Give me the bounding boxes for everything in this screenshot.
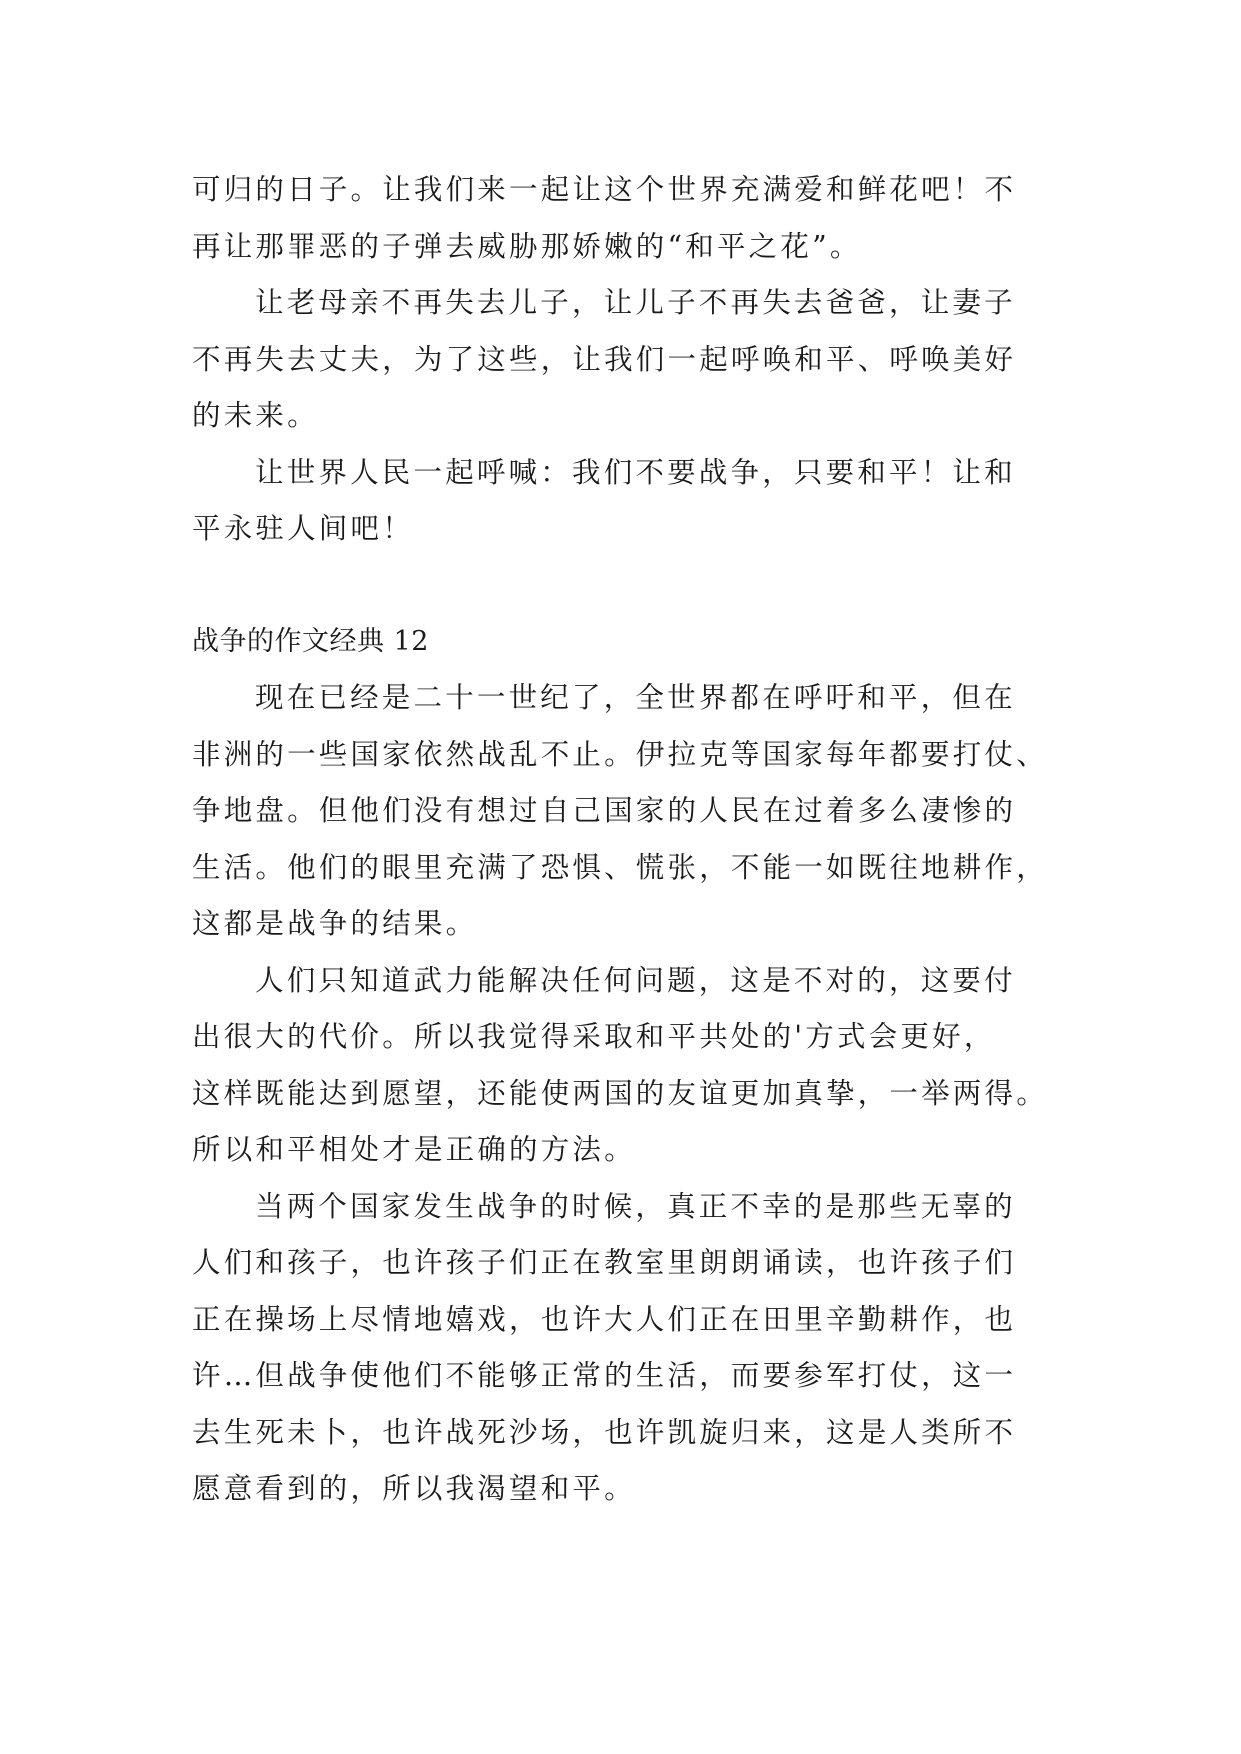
text-line: 可归的日子。让我们来一起让这个世界充满爱和鲜花吧！不 — [192, 173, 1017, 206]
paragraph — [192, 670, 1052, 953]
paragraph — [192, 1179, 1052, 1518]
paragraph — [192, 445, 1052, 558]
essay-continuation — [192, 162, 1052, 558]
document-body — [192, 162, 1052, 1518]
text-line: 不再失去丈夫，为了这些，让我们一起呼唤和平、呼唤美好 — [192, 342, 1017, 376]
text-line: 人们和孩子，也许孩子们正在教室里朗朗诵读，也许孩子们 — [192, 1246, 1017, 1279]
text-line: 愿意看到的，所以我渴望和平。 — [192, 1472, 636, 1505]
paragraph — [192, 275, 1052, 445]
text-line: 让老母亲不再失去儿子，让儿子不再失去爸爸，让妻子 — [255, 286, 1016, 319]
essay-body — [192, 670, 1052, 1518]
text-line: 的未来。 — [192, 399, 319, 432]
text-line: 人们只知道武力能解决任何问题，这是不对的，这要付 — [255, 963, 1016, 997]
text-line: 让世界人民一起呼喊：我们不要战争，只要和平！让和 — [255, 455, 1016, 489]
text-line: 现在已经是二十一世纪了，全世界都在呼吁和平，但在 — [255, 681, 1016, 714]
text-line: 正在操场上尽情地嬉戏，也许大人们正在田里辛勤耕作，也 — [192, 1302, 1017, 1336]
text-line: 非洲的一些国家依然战乱不止。伊拉克等国家每年都要打仗、 — [192, 737, 1048, 771]
paragraph — [192, 162, 1052, 275]
text-line: 平永驻人间吧！ — [192, 512, 414, 545]
text-line: 这样既能达到愿望，还能使两国的友谊更加真挚，一举两得。 — [192, 1076, 1048, 1110]
text-line: 当两个国家发生战争的时候，真正不幸的是那些无辜的 — [255, 1189, 1016, 1223]
text-line: 再让那罪恶的子弹去威胁那娇嫩的“和平之花”。 — [192, 229, 862, 263]
text-line: 这都是战争的结果。 — [192, 907, 478, 940]
text-line: 争地盘。但他们没有想过自己国家的人民在过着多么凄惨的 — [192, 794, 1017, 827]
text-line: 生活。他们的眼里充满了恐惧、慌张，不能一如既往地耕作， — [192, 850, 1048, 884]
text-line: 去生死未卜，也许战死沙场，也许凯旋归来，这是人类所不 — [192, 1415, 1017, 1449]
text-line: 出很大的代价。所以我觉得采取和平共处的'方式会更好， — [192, 1020, 996, 1053]
text-line: 许…但战争使他们不能够正常的生活，而要参军打仗，这一 — [192, 1359, 1017, 1392]
essay-heading: 战争的作文经典 12 — [192, 625, 429, 657]
paragraph — [192, 953, 1052, 1179]
text-line: 所以和平相处才是正确的方法。 — [192, 1133, 636, 1166]
